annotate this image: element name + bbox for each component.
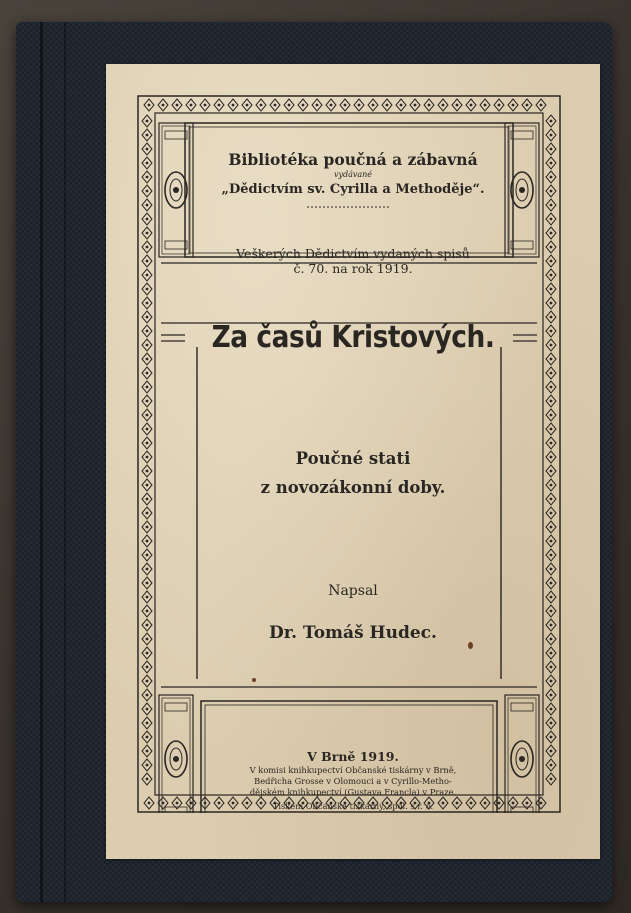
border-motif-dot [484, 104, 487, 107]
border-motif-dot [146, 512, 149, 515]
border-motif-dot [550, 316, 553, 319]
imprint-line-1: V komisi knihkupectví Občanské tiskárny v Brně, [249, 765, 457, 775]
border-motif-dot [146, 414, 149, 417]
border-motif-dot [176, 104, 179, 107]
paper-label [106, 64, 600, 859]
border-motif-dot [146, 204, 149, 207]
border-motif-dot [146, 666, 149, 669]
border-motif-dot [540, 104, 543, 107]
book-title: Za časů Kristových. [211, 320, 495, 355]
pillar-cap [165, 703, 187, 711]
border-motif-dot [344, 104, 347, 107]
border-motif-dot [372, 104, 375, 107]
border-motif-dot [550, 512, 553, 515]
volume-line-2: č. 70. na rok 1919. [293, 261, 413, 276]
border-motif-dot [146, 540, 149, 543]
border-motif-dot [550, 442, 553, 445]
border-motif-dot [302, 104, 305, 107]
border-motif-dot [550, 204, 553, 207]
border-motif-dot [358, 104, 361, 107]
border-motif-dot [146, 498, 149, 501]
border-motif-dot [274, 104, 277, 107]
border-motif-dot [260, 104, 263, 107]
border-motif-dot [386, 104, 389, 107]
border-motif-dot [550, 232, 553, 235]
border-motif-dot [526, 104, 529, 107]
spine-edge [40, 22, 43, 902]
border-motif-dot [550, 372, 553, 375]
border-motif-dot [146, 386, 149, 389]
border-motif-dot [146, 218, 149, 221]
published-by: vydávané [333, 170, 373, 179]
border-motif-dot [550, 302, 553, 305]
border-motif-dot [550, 470, 553, 473]
border-motif-dot [146, 442, 149, 445]
border-motif-dot [330, 104, 333, 107]
border-motif-dot [204, 104, 207, 107]
border-motif-dot [190, 104, 193, 107]
author-prefix: Napsal [328, 583, 378, 599]
border-motif-dot [146, 680, 149, 683]
author-name: Dr. Tomáš Hudec. [269, 623, 437, 643]
border-motif-dot [146, 134, 149, 137]
stain-speck [252, 678, 256, 682]
border-motif-dot [288, 104, 291, 107]
place-year: V Brně 1919. [307, 749, 399, 764]
border-motif-dot [316, 104, 319, 107]
border-motif-dot [146, 526, 149, 529]
border-motif-dot [146, 232, 149, 235]
border-motif-dot [146, 694, 149, 697]
border-motif-dot [232, 104, 235, 107]
border-motif-dot [146, 428, 149, 431]
border-motif-dot [218, 104, 221, 107]
border-motif-dot [146, 554, 149, 557]
library-title: Bibliotéka poučná a zábavná [228, 150, 478, 169]
border-motif-dot [146, 736, 149, 739]
border-motif-dot [400, 104, 403, 107]
border-motif-dot [146, 722, 149, 725]
border-motif-dot [414, 104, 417, 107]
border-motif-dot [146, 288, 149, 291]
border-motif-dot [550, 134, 553, 137]
border-motif-dot [162, 104, 165, 107]
imprint-line-2: Bedřicha Grosse v Olomouci a v Cyrillo-Metho- [254, 776, 452, 786]
border-motif-dot [428, 104, 431, 107]
pillar-cap [511, 703, 533, 711]
spine-hinge [64, 22, 66, 902]
border-motif-dot [550, 498, 553, 501]
border-motif-dot [146, 568, 149, 571]
border-motif-dot [550, 736, 553, 739]
border-motif-dot [550, 386, 553, 389]
border-motif-dot [146, 358, 149, 361]
border-motif-dot [550, 652, 553, 655]
border-motif-dot [146, 652, 149, 655]
border-motif-dot [550, 428, 553, 431]
border-motif-dot [550, 610, 553, 613]
border-motif-dot [146, 316, 149, 319]
border-motif-dot [146, 610, 149, 613]
subtitle-line-2: z novozákonní doby. [260, 478, 446, 497]
border-motif-dot [550, 680, 553, 683]
border-motif-dot [550, 722, 553, 725]
border-motif-dot [550, 358, 553, 361]
border-motif-dot [146, 708, 149, 711]
imprint-line-3: dějském knihkupectví (Gustava Francla) v Praze. [249, 787, 457, 797]
border-motif-dot [550, 708, 553, 711]
border-motif-dot [550, 414, 553, 417]
book-cover [16, 22, 612, 902]
stain-speck [468, 642, 473, 649]
pillar-cap [511, 131, 533, 139]
subtitle-line-1: Poučné stati [295, 449, 411, 468]
border-motif-dot [146, 302, 149, 305]
border-motif-dot [550, 218, 553, 221]
border-motif-dot [550, 288, 553, 291]
publisher-name: „Dědictvím sv. Cyrilla a Methoděje“. [221, 182, 485, 197]
border-motif-dot [456, 104, 459, 107]
border-motif-dot [550, 694, 553, 697]
pillar-cap [165, 131, 187, 139]
border-motif-dot [550, 526, 553, 529]
border-motif-dot [146, 120, 149, 123]
border-motif-dot [498, 104, 501, 107]
imprint-line-4: Tiskem Občanské tiskárny, spol. s r. o. [272, 801, 434, 811]
border-motif-dot [550, 400, 553, 403]
border-motif-dot [146, 400, 149, 403]
border-motif-dot [550, 554, 553, 557]
border-motif-dot [148, 104, 151, 107]
border-motif-dot [550, 666, 553, 669]
volume-line-1: Veškerých Dědictvím vydaných spisů [236, 246, 470, 261]
border-motif-dot [146, 470, 149, 473]
border-motif-dot [246, 104, 249, 107]
border-motif-dot [550, 120, 553, 123]
border-motif-dot [550, 568, 553, 571]
border-motif-dot [550, 540, 553, 543]
border-motif-dot [512, 104, 515, 107]
border-motif-dot [442, 104, 445, 107]
border-motif-dot [470, 104, 473, 107]
border-motif-dot [146, 372, 149, 375]
